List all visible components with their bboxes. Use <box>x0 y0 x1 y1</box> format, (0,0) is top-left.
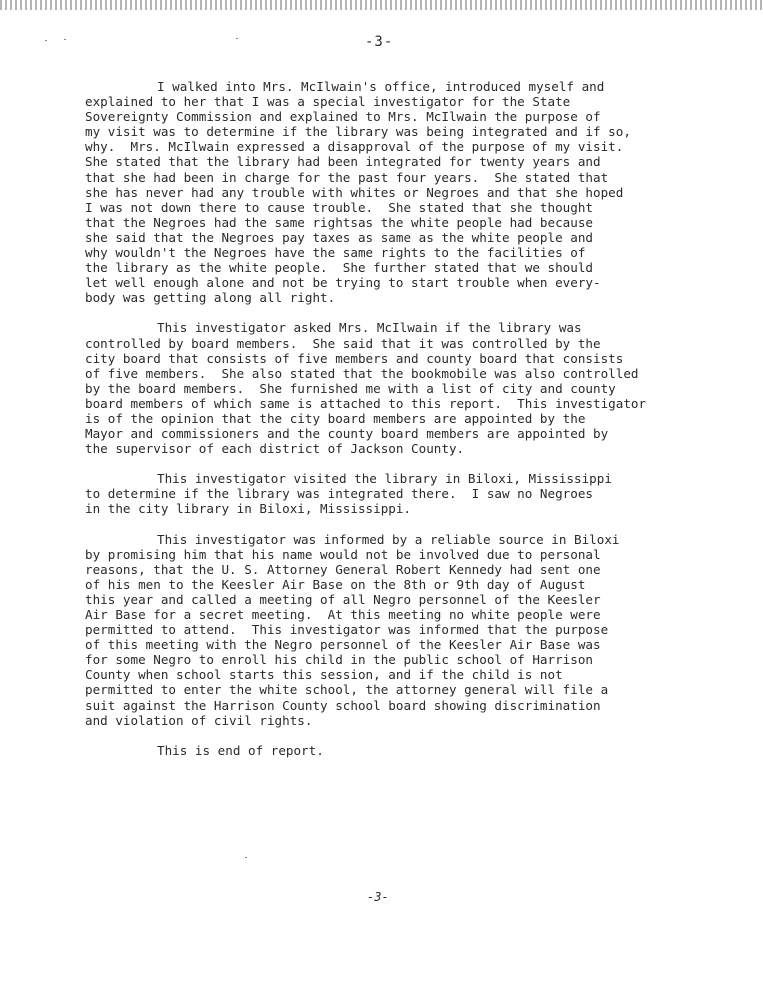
text-line: and violation of civil rights. <box>85 712 313 728</box>
text-line: Air Base for a secret meeting. At this meeting no white people were <box>85 607 601 622</box>
scan-speck <box>236 38 238 39</box>
text-line: She stated that the library had been integrated for twenty years and <box>85 154 601 170</box>
text-line: body was getting along all right. <box>85 290 336 306</box>
text-line: This investigator visited the library in Biloxi, Mississippi <box>157 471 612 487</box>
text-line: This investigator asked Mrs. McIlwain if the library was <box>157 320 582 336</box>
text-line: the library as the white people. She further stated that we should <box>85 260 593 276</box>
scan-speck <box>45 40 47 41</box>
scan-speck <box>64 39 66 40</box>
text-line: I walked into Mrs. McIlwain's office, introduced myself and <box>157 79 605 94</box>
text-line: why wouldn't the Negroes have the same rights to the facilities of <box>85 245 586 261</box>
text-line: to determine if the library was integrated there. I saw no Negroes <box>85 486 593 502</box>
paragraph-2 <box>85 320 755 456</box>
text-line: city board that consists of five members and county board that consists <box>85 350 624 366</box>
text-line: by promising him that his name would not be involved due to personal <box>85 546 601 562</box>
paragraph-4 <box>85 532 755 728</box>
text-line: that the Negroes had the same rightsas the white people had because <box>85 214 593 230</box>
text-line: of his men to the Keesler Air Base on the 8th or 9th day of August <box>85 576 586 592</box>
text-line: in the city library in Biloxi, Mississippi. <box>85 501 412 517</box>
text-line: she has never had any trouble with whites or Negroes and that she hoped <box>85 184 624 200</box>
text-line: let well enough alone and not be trying to start trouble when every- <box>85 275 601 291</box>
text-line: Mayor and commissioners and the county board members are appointed by <box>85 426 609 442</box>
text-line: the supervisor of each district of Jackson County. <box>85 441 465 457</box>
text-line: suit against the Harrison County school board showing discrimination <box>85 697 601 713</box>
text-line: This investigator was informed by a reliable source in Biloxi <box>157 531 620 547</box>
text-line: of five members. She also stated that the bookmobile was also controlled <box>85 365 639 381</box>
text-line: I was not down there to cause trouble. She stated that she thought <box>85 199 593 215</box>
text-line: of this meeting with the Negro personnel of the Keesler Air Base was <box>85 637 601 653</box>
page-number-bottom: -3- <box>367 890 389 904</box>
paragraph-closing <box>85 743 755 758</box>
text-line: she said that the Negroes pay taxes as same as the white people and <box>85 229 593 245</box>
text-line: controlled by board members. She said that it was controlled by the <box>85 335 601 351</box>
paragraph-3 <box>85 471 755 516</box>
perforated-edge <box>0 0 763 10</box>
text-line: County when school starts this session, and if the child is not <box>85 667 563 683</box>
report-body <box>85 79 755 773</box>
text-line: is of the opinion that the city board members are appointed by the <box>85 410 586 426</box>
page-number-top: -3- <box>365 34 394 50</box>
text-line: This is end of report. <box>157 742 324 758</box>
text-line: board members of which same is attached to this report. This investigator <box>85 395 647 411</box>
text-line: for some Negro to enroll his child in the public school of Harrison <box>85 652 593 668</box>
text-line: this year and called a meeting of all Negro personnel of the Keesler <box>85 591 601 607</box>
text-line: why. Mrs. McIlwain expressed a disapproval of the purpose of my visit. <box>85 139 624 155</box>
paragraph-1 <box>85 79 755 305</box>
text-line: that she had been in charge for the past four years. She stated that <box>85 169 609 185</box>
text-line: my visit was to determine if the library was being integrated and if so, <box>85 124 631 140</box>
text-line: explained to her that I was a special investigator for the State <box>85 94 571 110</box>
text-line: permitted to attend. This investigator was informed that the purpose <box>85 622 609 638</box>
scan-speck <box>245 857 247 858</box>
text-line: by the board members. She furnished me with a list of city and county <box>85 380 616 396</box>
text-line: Sovereignty Commission and explained to Mrs. McIlwain the purpose of <box>85 109 601 125</box>
text-line: reasons, that the U. S. Attorney General Robert Kennedy had sent one <box>85 561 601 577</box>
text-line: permitted to enter the white school, the attorney general will file a <box>85 682 609 698</box>
